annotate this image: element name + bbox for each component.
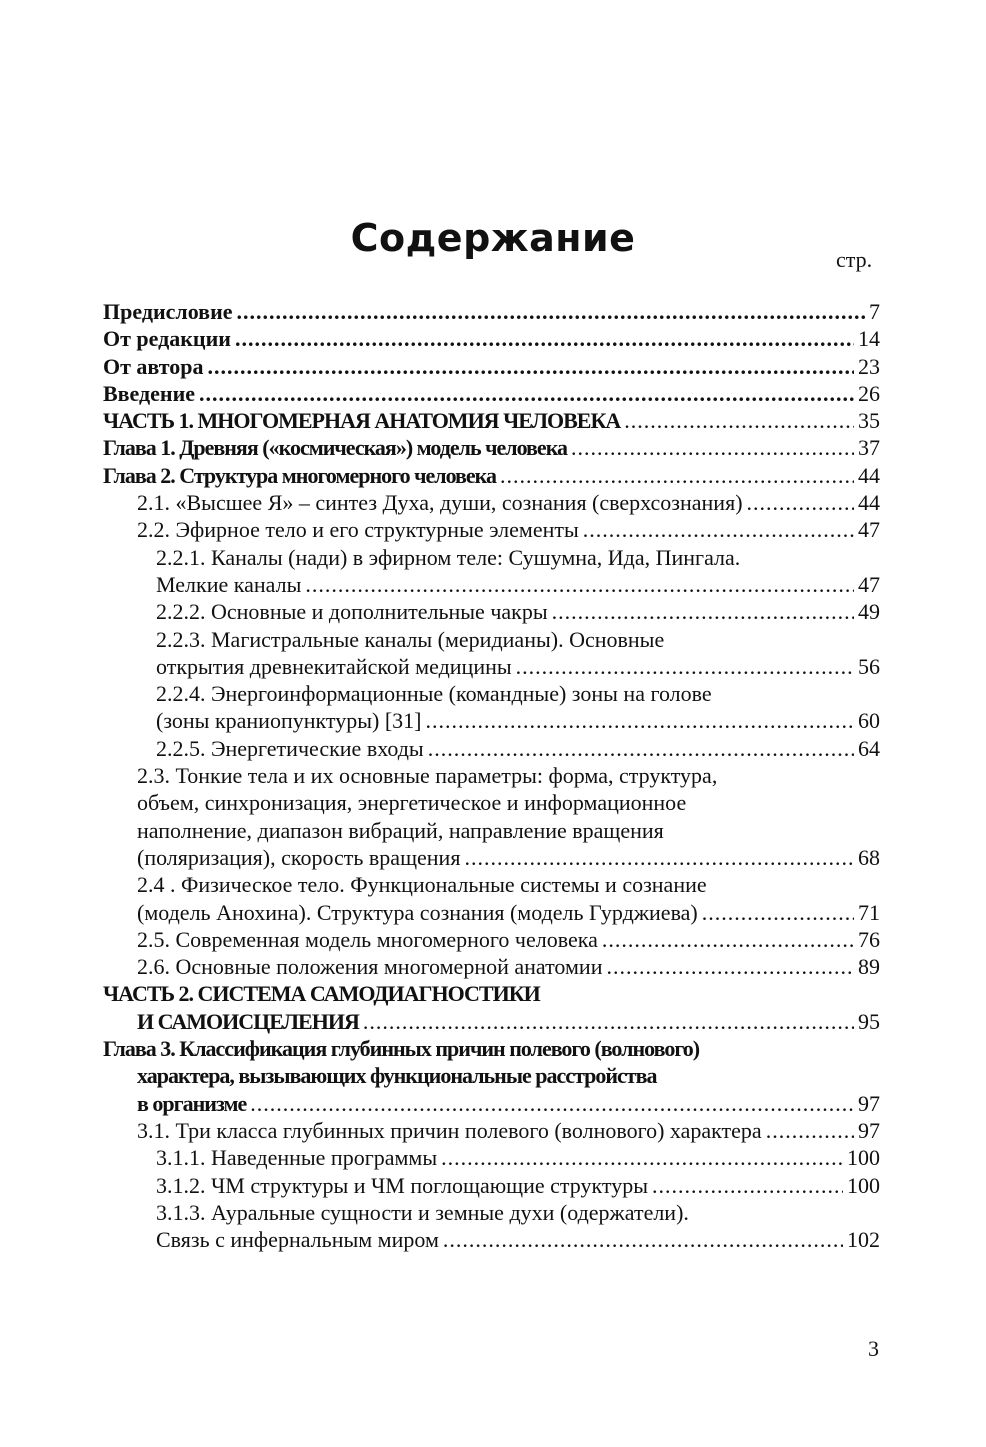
dot-leader	[500, 462, 854, 489]
toc-entry-page: 76	[858, 926, 880, 952]
toc-entry[interactable]	[103, 434, 880, 461]
toc-entry-title: 3.1.1. Наведенные программы	[156, 1145, 438, 1171]
toc-entry[interactable]	[103, 325, 880, 352]
toc-entry-title: (модель Анохина). Структура сознания (модель Гурджиева)	[137, 899, 698, 925]
dot-leader	[428, 735, 854, 762]
toc-entry-page: 35	[858, 408, 880, 434]
toc-entry-title: объем, синхронизация, энергетическое и информационное	[137, 790, 687, 816]
table-of-contents	[103, 298, 880, 1253]
dot-leader	[199, 380, 854, 407]
toc-entry[interactable]	[103, 1117, 880, 1144]
toc-entry[interactable]	[103, 735, 880, 762]
toc-entry[interactable]	[103, 680, 880, 735]
toc-entry-title: И САМОИСЦЕЛЕНИЯ	[137, 1008, 359, 1034]
dot-leader	[305, 571, 854, 598]
toc-entry[interactable]	[103, 1144, 880, 1171]
toc-entry[interactable]	[103, 871, 880, 926]
dot-leader	[624, 407, 854, 434]
toc-entry[interactable]	[103, 953, 880, 980]
toc-entry-title: От автора	[103, 353, 204, 379]
toc-entry-title: ЧАСТЬ 1. МНОГОМЕРНАЯ АНАТОМИЯ ЧЕЛОВЕКА	[103, 408, 621, 434]
dot-leader	[464, 844, 854, 871]
toc-entry-title: открытия древнекитайской медицины	[156, 653, 512, 679]
toc-entry[interactable]	[103, 926, 880, 953]
toc-entry[interactable]	[103, 762, 880, 871]
toc-entry-page: 7	[869, 299, 880, 324]
toc-entry[interactable]	[103, 298, 880, 325]
page-number: 3	[868, 1336, 879, 1361]
toc-entry-title: Введение	[103, 380, 196, 406]
toc-entry-title: 2.2.3. Магистральные каналы (меридианы). Основные	[156, 626, 665, 652]
toc-entry[interactable]	[103, 544, 880, 599]
toc-entry[interactable]	[103, 1035, 880, 1117]
toc-entry[interactable]	[103, 353, 880, 380]
dot-leader	[208, 353, 854, 380]
toc-entry[interactable]	[103, 980, 880, 1035]
toc-entry-page: 100	[847, 1145, 880, 1171]
dot-leader	[363, 1008, 854, 1035]
toc-entry[interactable]	[103, 626, 880, 681]
toc-entry-title: 2.2.5. Энергетические входы	[156, 735, 424, 761]
dot-leader	[443, 1226, 843, 1253]
toc-entry-page: 56	[858, 653, 880, 679]
toc-entry-title: 2.1. «Высшее Я» – синтез Духа, души, сознания (сверхсознания)	[137, 490, 743, 516]
toc-entry-title: ЧАСТЬ 2. СИСТЕМА САМОДИАГНОСТИКИ	[103, 981, 540, 1007]
toc-entry-title: 3.1.3. Ауральные сущности и земные духи (одержатели).	[156, 1199, 689, 1225]
toc-entry-title: Связь с инфернальным миром	[156, 1227, 439, 1253]
toc-entry-page: 44	[858, 462, 880, 488]
toc-entry-title: Глава 2. Структура многомерного человека	[103, 462, 497, 488]
toc-entry[interactable]	[103, 1172, 880, 1199]
dot-leader	[250, 1090, 854, 1117]
toc-entry-title: 3.1. Три класса глубинных причин полевого (волнового) характера	[137, 1117, 762, 1143]
toc-entry-title: 2.2.1. Каналы (нади) в эфирном теле: Сушумна, Ида, Пингала.	[156, 544, 741, 570]
toc-entry-title: 2.6. Основные положения многомерной анатомии	[137, 954, 603, 980]
toc-entry-page: 37	[858, 435, 880, 461]
toc-entry-page: 97	[858, 1117, 880, 1143]
toc-entry-page: 95	[858, 1008, 880, 1034]
toc-entry-page: 47	[858, 571, 880, 597]
toc-entry-title: (поляризация), скорость вращения	[137, 844, 461, 870]
toc-entry-title: 2.4 . Физическое тело. Функциональные системы и сознание	[137, 872, 707, 898]
toc-entry-page: 49	[858, 599, 880, 625]
toc-entry[interactable]	[103, 1199, 880, 1254]
toc-entry[interactable]	[103, 380, 880, 407]
toc-entry-title: 2.5. Современная модель многомерного человека	[137, 926, 598, 952]
toc-entry-page: 102	[847, 1227, 880, 1253]
dot-leader	[602, 926, 854, 953]
toc-entry[interactable]	[103, 489, 880, 516]
dot-leader	[747, 489, 854, 516]
toc-entry-page: 26	[858, 380, 880, 406]
dot-leader	[606, 953, 854, 980]
dot-leader	[702, 899, 854, 926]
page-column-label: стр.	[836, 247, 873, 272]
toc-entry-page: 64	[858, 735, 880, 761]
toc-entry-page: 44	[858, 490, 880, 516]
dot-leader	[583, 516, 854, 543]
toc-entry-title: Мелкие каналы	[156, 571, 302, 597]
toc-entry-title: характера, вызывающих функциональные расстройства	[137, 1063, 657, 1089]
toc-entry-page: 89	[858, 954, 880, 980]
toc-entry-title: 2.3. Тонкие тела и их основные параметры: форма, структура,	[137, 763, 718, 789]
toc-entry-title: наполнение, диапазон вибраций, направление вращения	[137, 817, 664, 843]
toc-entry-page: 97	[858, 1090, 880, 1116]
toc-entry-page: 68	[858, 844, 880, 870]
toc-entry-title: 2.2.2. Основные и дополнительные чакры	[156, 599, 548, 625]
toc-entry-page: 60	[858, 708, 880, 734]
dot-leader	[425, 707, 854, 734]
toc-entry-page: 71	[858, 899, 880, 925]
toc-entry-title: (зоны краниопунктуры) [31]	[156, 708, 422, 734]
dot-leader	[516, 653, 854, 680]
toc-entry-title: 2.2. Эфирное тело и его структурные элементы	[137, 517, 579, 543]
dot-leader	[235, 325, 854, 352]
toc-entry-title: 3.1.2. ЧМ структуры и ЧМ поглощающие структуры	[156, 1172, 648, 1198]
toc-entry-page: 14	[858, 326, 880, 352]
toc-entry-title: 2.2.4. Энергоинформационные (командные) зоны на голове	[156, 681, 712, 707]
toc-entry-title: в организме	[137, 1090, 247, 1116]
toc-entry-page: 47	[858, 517, 880, 543]
toc-entry-title: Глава 1. Древняя («космическая») модель человека	[103, 435, 568, 461]
toc-entry[interactable]	[103, 516, 880, 543]
dot-leader	[552, 598, 854, 625]
toc-entry-title: Глава 3. Классификация глубинных причин полевого (волнового)	[103, 1036, 700, 1062]
toc-entry[interactable]	[103, 407, 880, 434]
toc-entry[interactable]	[103, 598, 880, 625]
dot-leader	[652, 1172, 843, 1199]
dot-leader	[441, 1144, 843, 1171]
dot-leader	[571, 434, 854, 461]
toc-entry[interactable]	[103, 462, 880, 489]
toc-entry-title: Предисловие	[103, 299, 233, 324]
dot-leader	[237, 298, 865, 325]
toc-entry-title: От редакции	[103, 326, 231, 352]
toc-entry-page: 23	[858, 353, 880, 379]
dot-leader	[766, 1117, 854, 1144]
page-title: Содержание	[350, 216, 636, 260]
toc-entry-page: 100	[847, 1172, 880, 1198]
